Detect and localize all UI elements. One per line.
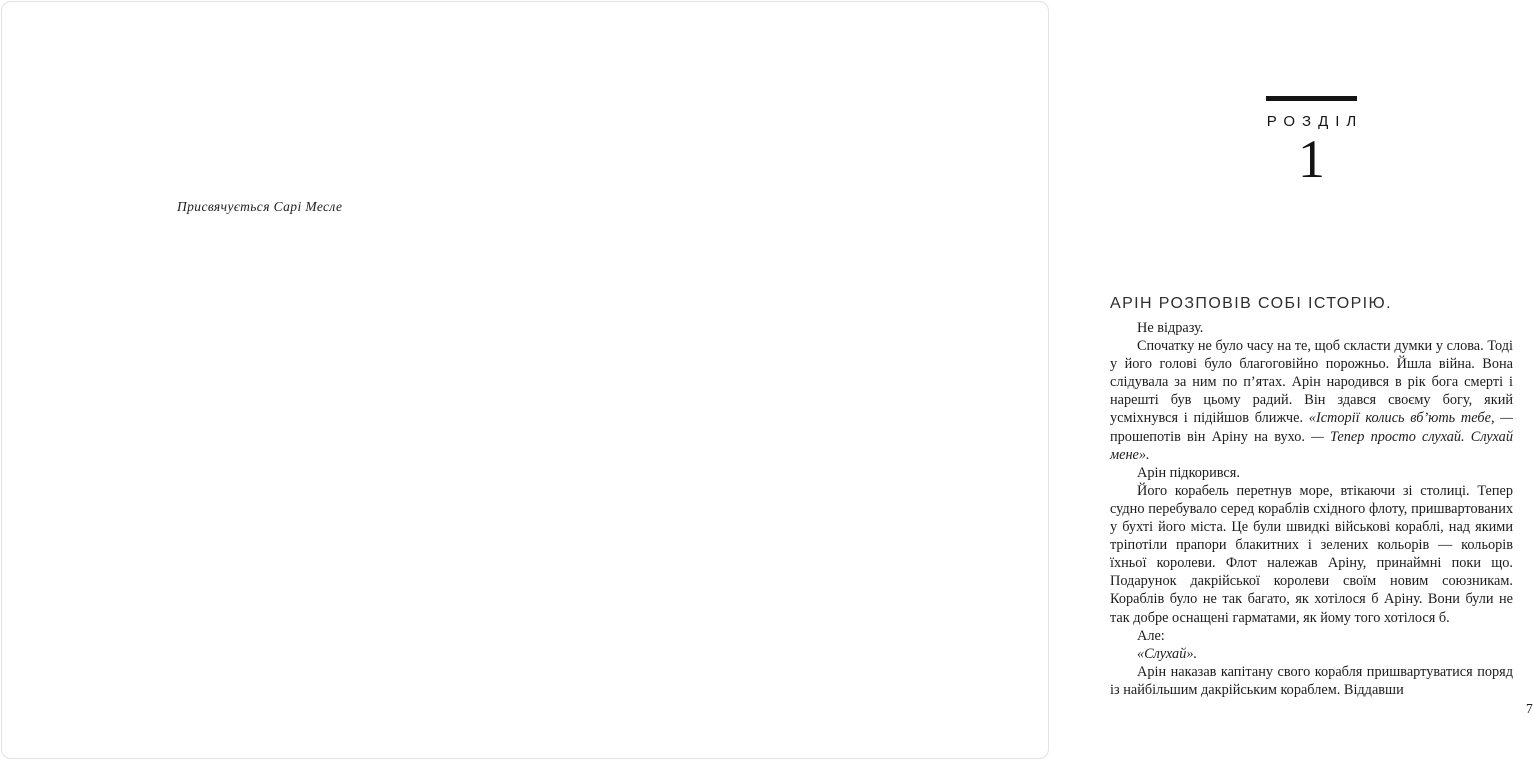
body-paragraph bbox=[1110, 319, 1513, 337]
italic-text-segment: «Історії колись вб’ють тебе, — bbox=[1308, 410, 1513, 427]
italic-text-segment: «Слухай». bbox=[1137, 645, 1198, 662]
chapter-label: РОЗДІЛ bbox=[1266, 113, 1364, 130]
body-paragraph bbox=[1110, 482, 1513, 627]
page-number: 7 bbox=[1526, 701, 1533, 716]
body-paragraphs bbox=[1110, 319, 1513, 699]
text-column bbox=[1110, 295, 1513, 699]
chapter-header bbox=[1110, 96, 1513, 189]
chapter-opening-line: АРІН РОЗПОВІВ СОБІ ІСТОРІЮ. bbox=[1110, 295, 1392, 312]
dedication: Присвячується Сарі Месле bbox=[177, 199, 343, 214]
text-segment: Його корабель перетнув море, втікаючи зі столиці. Тепер судно перебувало серед кораблів східного флоту, пришвартованих у бухті його міста. Це були швидкі військові кораблі, над якими тріпотіли прапори блакитних і зелених кольорів — кольорів їхньої королеви. Флот належав Аріну, принаймні поки що. Подарунок дакрійської королеви своїм новим союзникам. Кораблів було не так багато, як хотілося б Аріну. Вони були не так добре оснащені гарматами, як йому того хотілося б. bbox=[1110, 482, 1513, 626]
body-paragraph bbox=[1110, 627, 1513, 645]
body-paragraph bbox=[1110, 663, 1513, 699]
text-segment: Спочатку не було часу на те, щоб скласти думки у слова. Тоді у його голові було благоговійно порожньо. Йшла війна. Вона слідувала за ним по п’ятах. Арін народився в рік бога смерті і нарешті був цьому радий. Він здався своєму богу, який усміхнувся і підійшов ближче. bbox=[1110, 338, 1513, 427]
text-segment: Арін підкорився. bbox=[1137, 464, 1240, 481]
body-paragraph bbox=[1110, 337, 1513, 464]
text-segment: Арін наказав капітану свого корабля пришвартуватися поряд із найбільшим дакрійським кораблем. Віддавши bbox=[1110, 663, 1513, 698]
book-spread bbox=[1, 1, 1533, 759]
page-right bbox=[527, 2, 1533, 758]
page-left bbox=[2, 2, 527, 758]
text-segment: Не відразу. bbox=[1137, 320, 1204, 336]
body-paragraph bbox=[1110, 464, 1513, 482]
chapter-number: 1 bbox=[1298, 129, 1325, 189]
text-segment: Але: bbox=[1137, 627, 1165, 644]
italic-text-segment: — Тепер просто слухай. Слухай мене». bbox=[1110, 428, 1513, 463]
chapter-rule bbox=[1266, 96, 1357, 101]
text-segment: прошепотів він Аріну на вухо. bbox=[1110, 428, 1305, 445]
body-paragraph bbox=[1110, 645, 1513, 663]
